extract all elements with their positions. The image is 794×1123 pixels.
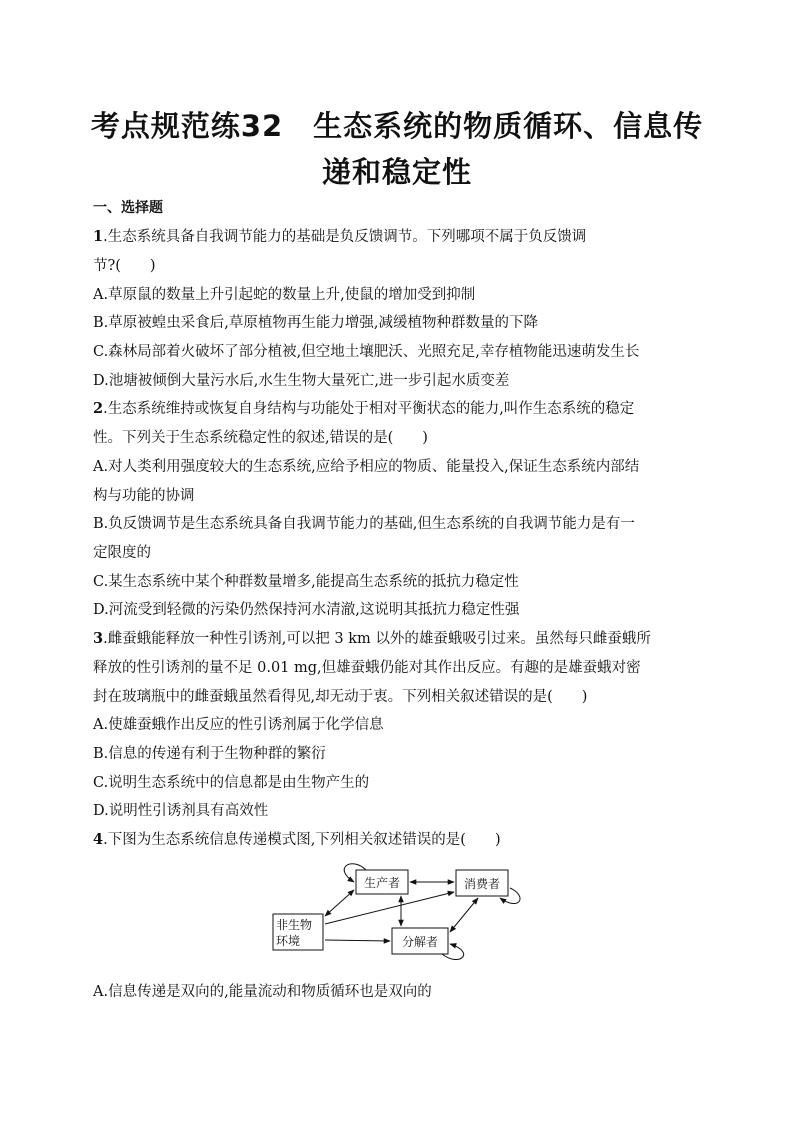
abiotic-label-line-2: 环境	[276, 934, 301, 948]
q2-stem-line-1	[93, 399, 634, 419]
q2-stem-line-2: 性。下列关于生态系统稳定性的叙述,错误的是( )	[93, 430, 428, 446]
q2-option-b-line-2: 定限度的	[93, 545, 151, 561]
q2-option-c: C.某生态系统中某个种群数量增多,能提高生态系统的抵抗力稳定性	[93, 574, 519, 590]
consumer-label: 消费者	[463, 877, 501, 891]
q2-number: 2	[93, 400, 104, 417]
decomposer-label: 分解者	[401, 935, 439, 949]
arrow-abiotic-consumer	[325, 892, 454, 924]
q1-stem-text: .生态系统具备自我调节能力的基础是负反馈调节。下列哪项不属于负反馈调	[103, 229, 587, 245]
q3-stem-line-2: 释放的性引诱剂的量不足 0.01 mg,但雄蚕蛾仍能对其作出反应。有趣的是雄蚕蛾对密	[93, 660, 641, 676]
q3-stem-line-1	[93, 629, 651, 649]
q3-option-b: B.信息的传递有利于生物种群的繁衍	[93, 746, 326, 762]
q2-stem-text: .生态系统维持或恢复自身结构与功能处于相对平衡状态的能力,叫作生态系统的稳定	[103, 401, 635, 417]
arrow-decomposer-consumer	[450, 898, 478, 932]
info-transfer-diagram	[270, 858, 530, 968]
q3-option-c: C.说明生态系统中的信息都是由生物产生的	[93, 775, 370, 791]
arrow-abiotic-decomposer	[325, 940, 390, 941]
q1-stem-line-1	[93, 227, 586, 247]
q3-stem-line-3: 封在玻璃瓶中的雌蚕蛾虽然看得见,却无动于衷。下列相关叙述错误的是( )	[93, 689, 588, 705]
q1-number: 1	[93, 228, 104, 245]
q2-option-a-line-2: 构与功能的协调	[93, 488, 195, 504]
q2-option-d: D.河流受到轻微的污染仍然保持河水清澈,这说明其抵抗力稳定性强	[93, 602, 520, 618]
q2-option-b-line-1: B.负反馈调节是生态系统具备自我调节能力的基础,但生态系统的自我调节能力是有一	[93, 516, 635, 532]
q3-number: 3	[93, 630, 104, 647]
q4-stem-text: .下图为生态系统信息传递模式图,下列相关叙述错误的是( )	[103, 832, 501, 848]
q4-option-a: A.信息传递是双向的,能量流动和物质循环也是双向的	[93, 984, 432, 1000]
q1-option-d: D.池塘被倾倒大量污水后,水生生物大量死亡,进一步引起水质变差	[93, 373, 510, 389]
page-title-line-1: 考点规范练32 生态系统的物质循环、信息传	[90, 109, 704, 143]
section-heading: 一、选择题	[93, 200, 163, 216]
q1-option-c: C.森林局部着火破坏了部分植被,但空地土壤肥沃、光照充足,幸存植物能迅速萌发生长	[93, 344, 640, 360]
q2-option-a-line-1: A.对人类利用强度较大的生态系统,应给予相应的物质、能量投入,保证生态系统内部结	[93, 459, 640, 475]
q1-stem-line-2: 节?( )	[93, 258, 156, 274]
page-title-line-2: 递和稳定性	[321, 155, 472, 189]
q3-option-d: D.说明性引诱剂具有高效性	[93, 803, 269, 819]
q4-stem	[93, 830, 501, 850]
q4-number: 4	[93, 831, 104, 848]
producer-label: 生产者	[363, 876, 401, 890]
q1-option-a: A.草原鼠的数量上升引起蛇的数量上升,使鼠的增加受到抑制	[93, 287, 476, 303]
arrow-abiotic-producer	[325, 890, 354, 916]
abiotic-label-line-1: 非生物	[276, 918, 313, 932]
q1-option-b: B.草原被蝗虫采食后,草原植物再生能力增强,减缓植物种群数量的下降	[93, 315, 538, 331]
q3-stem-text: .雌蚕蛾能释放一种性引诱剂,可以把 3 km 以外的雄蚕蛾吸引过来。虽然每只雌蚕蛾所	[103, 631, 651, 647]
q3-option-a: A.使雄蚕蛾作出反应的性引诱剂属于化学信息	[93, 717, 384, 733]
